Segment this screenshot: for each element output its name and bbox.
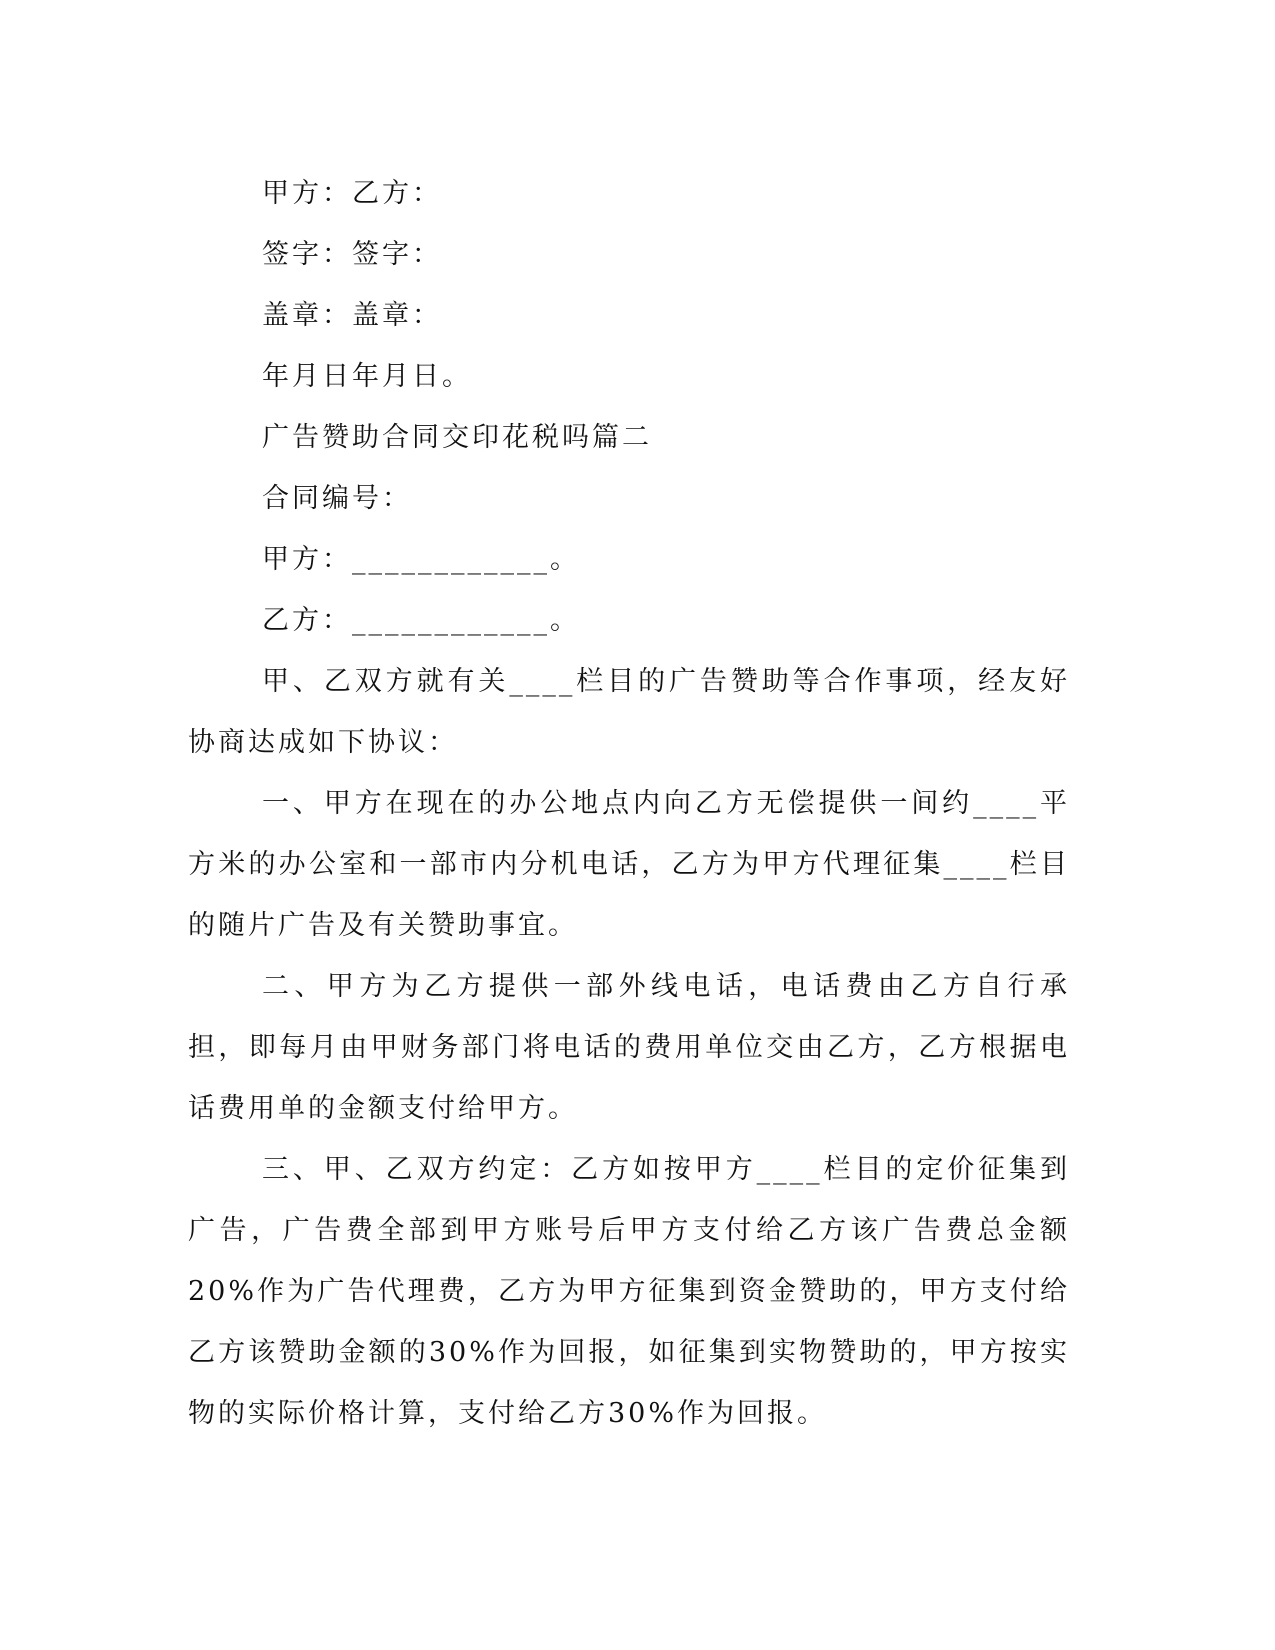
section-title: 广告赞助合同交印花税吗篇二	[262, 422, 652, 453]
signature-sign-line: 签字：签字：	[262, 239, 442, 270]
contract-number: 合同编号：	[262, 483, 412, 514]
signature-seal-line: 盖章：盖章：	[262, 300, 442, 331]
party-a-line: 甲方：____________。	[262, 544, 580, 575]
party-b-line: 乙方：____________。	[262, 605, 580, 636]
clause-2-paragraph: 二、甲方为乙方提供一部外线电话，电话费由乙方自行承担，即每月由甲财务部门将电话的费用单位交由乙方，乙方根据电话费用单的金额支付给甲方。	[188, 971, 1070, 1124]
intro-paragraph: 甲、乙双方就有关____栏目的广告赞助等合作事项，经友好协商达成如下协议：	[188, 666, 1070, 758]
signature-date-line: 年月日年月日。	[262, 361, 472, 392]
clause-3-paragraph: 三、甲、乙双方约定：乙方如按甲方____栏目的定价征集到广告，广告费全部到甲方账号后甲方支付给乙方该广告费总金额20%作为广告代理费，乙方为甲方征集到资金赞助的，甲方支付给乙方该赞助金额的30%作为回报，如征集到实物赞助的，甲方按实物的实际价格计算，支付给乙方30%作为回报。	[188, 1154, 1070, 1429]
signature-party-line: 甲方：乙方：	[262, 178, 442, 209]
clause-1-paragraph: 一、甲方在现在的办公地点内向乙方无偿提供一间约____平方米的办公室和一部市内分机电话，乙方为甲方代理征集____栏目的随片广告及有关赞助事宜。	[188, 788, 1070, 941]
document-body	[188, 163, 1070, 1444]
